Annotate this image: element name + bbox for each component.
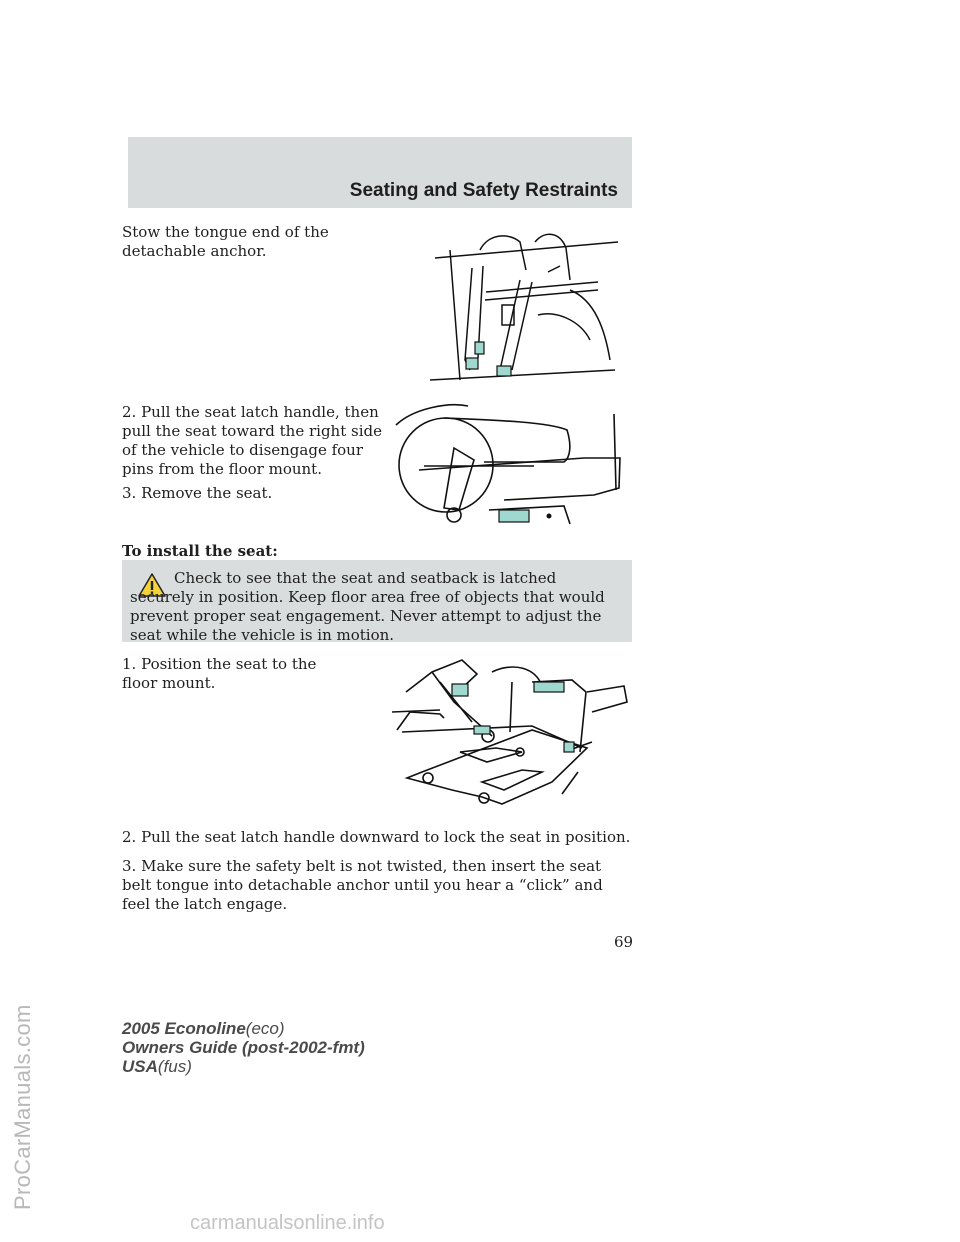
footer-market: USA: [122, 1057, 158, 1076]
remove-step-3: 3. Remove the seat.: [122, 484, 273, 502]
section-header-band: [128, 137, 632, 208]
footer-guide-line: [122, 1038, 365, 1057]
warning-box: [122, 560, 632, 642]
floor-mount-illustration: [392, 652, 632, 818]
bottom-watermark: carmanualsonline.info: [190, 1212, 385, 1234]
footer-model: 2005 Econoline: [122, 1019, 246, 1038]
remove-step-2: 2. Pull the seat latch handle, then pull the seat toward the right side of the vehicle to disengage four pins from the floor mount.: [122, 403, 382, 478]
footer-model-code: (eco): [245, 1019, 285, 1038]
install-step-1: 1. Position the seat to the floor mount.: [122, 655, 317, 692]
page-number: 69: [614, 933, 634, 951]
warning-text: Check to see that the seat and seatback is latched securely in position. Keep floor area free of objects that would prevent proper seat engagement. Never attempt to adjust the seat while the vehicle is in motion.: [130, 569, 605, 644]
side-watermark: ProCarManuals.com: [10, 1004, 35, 1210]
section-title: Seating and Safety Restraints: [349, 180, 618, 201]
seat-latch-illustration: [384, 400, 632, 530]
footer-market-code: (fus): [157, 1057, 192, 1076]
footer-model-line: [122, 1019, 285, 1038]
install-step-2: 2. Pull the seat latch handle downward to lock the seat in position.: [122, 828, 631, 846]
footer-guide: Owners Guide (post-2002-fmt): [122, 1038, 365, 1057]
install-step-3: 3. Make sure the safety belt is not twisted, then insert the seat belt tongue into detachable anchor until you hear a “click” and feel the latch engage.: [122, 857, 603, 913]
install-heading: To install the seat:: [122, 542, 278, 560]
seatbelt-stow-illustration: [420, 220, 630, 390]
footer-market-line: [122, 1057, 192, 1076]
stow-paragraph: Stow the tongue end of the detachable anchor.: [122, 223, 329, 260]
